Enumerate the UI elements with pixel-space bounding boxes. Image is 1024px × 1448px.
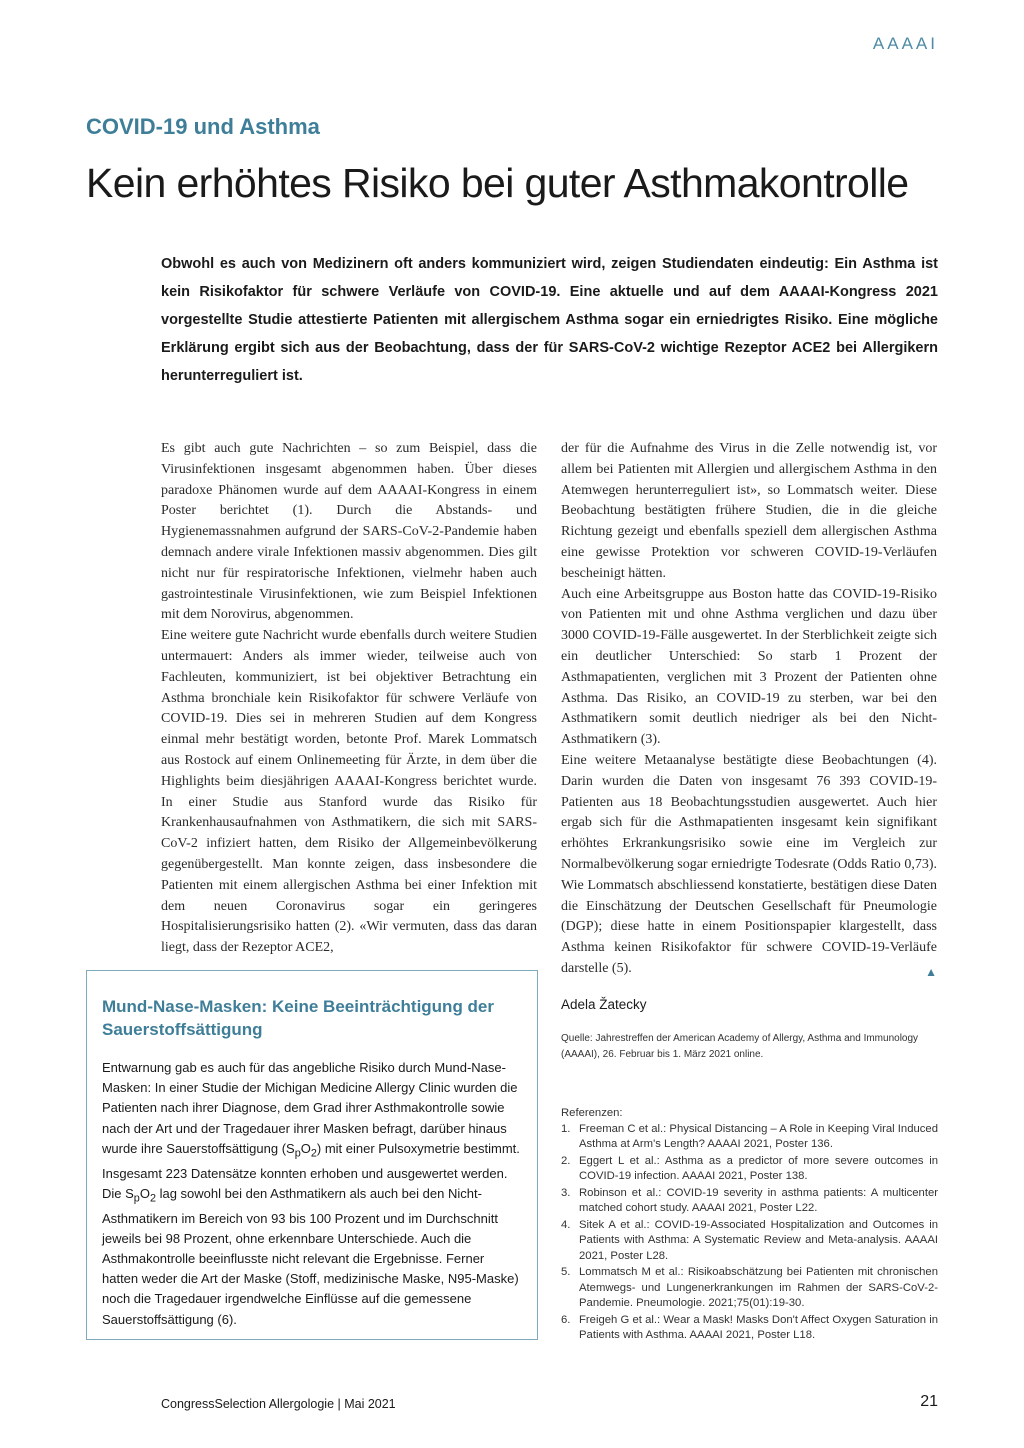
reference-item: [561, 1154, 938, 1185]
article-lead: Obwohl es auch von Medizinern oft anders kommuniziert wird, zeigen Studiendaten eindeutig: Ein Asthma ist kein Risikofaktor für schwere Verläufe von COVID-19. Eine aktuelle und auf dem AAAAI-Kongress 2021 vorgestellte Studie attestierte Patienten mit allergischem Asthma sogar ein erniedrigtes Risiko. Eine mögliche Erklärung ergibt sich aus der Beobachtung, dass der für SARS-CoV-2 wichtige Rezeptor ACE2 bei Allergikern herunterreguliert ist.: [161, 256, 938, 384]
reference-number: 6.: [561, 1313, 571, 1326]
info-box-text-part: Entwarnung gab es auch für das angebliche Risiko durch Mund-Nase-Masken: In einer Studie der Michigan Medicine Allergy Clinic wurden die Patienten nach ihrer Diagnose, dem Grad ihrer Asthmakontrolle sowie nach der Art und der Tragedauer ihrer Masken befragt, darüber hinaus wurde ihre Sauerstoffsättigung (S: [102, 1060, 518, 1156]
reference-text: Freigeh G et al.: Wear a Mask! Masks Don't Affect Oxygen Saturation in Patients with Asthma. AAAAI 2021, Poster L18.: [579, 1313, 938, 1341]
reference-number: 1.: [561, 1122, 571, 1135]
references: [561, 1106, 938, 1345]
body-column-right: [561, 439, 937, 983]
reference-item: [561, 1186, 938, 1217]
source-note: Quelle: Jahrestreffen der American Academy of Allergy, Asthma and Immunology (AAAAI), 26. Februar bis 1. März 2021 online.: [561, 1033, 919, 1060]
brand-label: AAAAI: [872, 34, 938, 53]
reference-text: Robinson et al.: COVID-19 severity in asthma patients: A multicenter matched cohort study. AAAAI 2021, Poster L22.: [579, 1186, 938, 1214]
reference-item: [561, 1122, 938, 1153]
subscript-p: p: [133, 1192, 140, 1205]
body-paragraph: [561, 751, 937, 980]
reference-number: 5.: [561, 1266, 571, 1278]
subscript-2: 2: [149, 1192, 156, 1205]
o-letter: O: [300, 1140, 311, 1156]
reference-item: [561, 1313, 938, 1344]
info-box-text-part: ) mit einer Pulsoxymetrie bestimmt. Insgesamt 223 Datensätze konnten erhoben und ausgewertet werden. Die S: [102, 1140, 520, 1201]
reference-text: Sitek A et al.: COVID-19-Associated Hospitalization and Outcomes in Patients with Asthma: A Systematic Review and Meta-analysis. AAAAI 2021, Poster L28.: [579, 1218, 938, 1262]
info-box-text: [102, 1058, 522, 1330]
article-title: Kein erhöhtes Risiko bei guter Asthmakontrolle: [86, 160, 909, 206]
reference-item: [561, 1265, 938, 1312]
reference-item: [561, 1218, 938, 1265]
footer-journal: CongressSelection Allergologie | Mai 2021: [161, 1397, 396, 1411]
reference-text: Lommatsch M et al.: Risikoabschätzung bei Patienten mit chronischen Atemwegs- und Lungenerkrankungen im Rahmen der SARS-CoV-2-Pandemie. Pneumologie. 2021;75(01):19-30.: [579, 1266, 938, 1309]
article-kicker: COVID-19 und Asthma: [86, 114, 320, 139]
reference-number: 3.: [561, 1186, 571, 1199]
page-number: 21: [920, 1393, 938, 1410]
body-paragraph-text: Eine weitere Metaanalyse bestätigte diese Beobachtungen (4). Darin wurden die Daten von insgesamt 76 393 COVID-19-Patienten aus 18 Beobachtungsstudien ausgewertet. Auch hier ergab sich für die Asthmapatienten insgesamt kein signifikant erhöhtes Erkrankungsrisiko sowie eine im Vergleich zur Normalbevölkerung sogar erniedrigte Todesrate (Odds Ratio 0,73). Wie Lommatsch abschliessend konstatierte, bestätigen diese Daten die Einschätzung der Deutschen Gesellschaft für Pneumologie (DGP); diese hatte in einem Positionspapier klargestellt, dass Asthma keinen Risikofaktor für schwere COVID-19-Verläufe darstelle (5).: [561, 752, 937, 976]
info-box: [86, 970, 538, 1340]
subscript-2: 2: [310, 1147, 317, 1160]
info-box-text-part: lag sowohl bei den Asthmatikern als auch bei den Nicht-Asthmatikern im Bereich von 93 bis 100 Prozent und im Durchschnitt jeweils bei 98 Prozent, ohne erkennbare Unterschiede. Auch die Asthmakontrolle beeinflusste nicht relevant die Ergebnisse. Ferner hatten weder die Art der Maske (Stoff, medizinische Maske, N95-Maske) noch die Tragedauer irgendwelche Einflüsse auf die gemessene Sauerstoffsättigung (6).: [102, 1185, 519, 1327]
reference-text: Freeman C et al.: Physical Distancing – A Role in Keeping Viral Induced Asthma at Arm's Length? AAAAI 2021, Poster 136.: [579, 1122, 938, 1150]
reference-number: 2.: [561, 1154, 571, 1167]
body-paragraph: der für die Aufnahme des Virus in die Zelle notwendig ist, vor allem bei Patienten mit Allergien und allergischem Asthma in den Atemwegen herunterreguliert ist», so Lommatsch weiter. Diese Beobachtung bestätigten frühere Studien, die in die gleiche Richtung gezeigt und ebenfalls speziell dem allergischen Asthma eine gewisse Protektion vor schweren COVID-19-Verläufen bescheinigt hätten.: [561, 441, 937, 581]
reference-number: 4.: [561, 1218, 571, 1231]
body-column-left: [161, 439, 537, 959]
reference-text: Eggert L et al.: Asthma as a predictor of more severe outcomes in COVID-19 infection. AAAAI 2021, Poster 138.: [579, 1154, 938, 1182]
body-paragraph: Eine weitere gute Nachricht wurde ebenfalls durch weitere Studien untermauert: Anders als immer wieder, teilweise auch von Fachleuten, kommuniziert, ist bei objektiver Betrachtung ein Asthma bronchiale kein Risikofaktor für schwere Verläufe von COVID-19. Dies sei in mehreren Studien auf dem Kongress einmal mehr bestätigt worden, betonte Prof. Marek Lommatsch aus Rostock auf einem Onlinemeeting für Ärzte, in dem über die Highlights beim diesjährigen AAAAI-Kongress berichtet wurde. In einer Studie aus Stanford wurde das Risiko für Krankenhausaufnahmen von Asthmatikern, die sich mit SARS-CoV-2 infiziert hatten, dem Risiko der Allgemeinbevölkerung gegenübergestellt. Man konnte zeigen, dass insbesondere die Patienten mit einem allergischen Asthma bei einer Infektion mit dem neuen Coronavirus sogar ein geringeres Hospitalisierungsrisiko hatten (2). «Wir vermuten, dass das daran liegt, dass der Rezeptor ACE2,: [161, 628, 537, 956]
subscript-p: p: [294, 1147, 301, 1160]
body-paragraph: Auch eine Arbeitsgruppe aus Boston hatte das COVID-19-Risiko von Patienten mit und ohne Asthma verglichen und dazu über 3000 COVID-19-Fälle ausgewertet. In der Sterblichkeit zeigte sich ein deutlicher Unterschied: So starb 1 Prozent der Asthmapatienten, verglichen mit 3 Prozent der Patienten ohne Asthma. Das Risiko, an COVID-19 zu sterben, war bei den Asthmatikern somit deutlich niedriger als bei den Nicht-Asthmatikern (3).: [561, 586, 937, 748]
info-box-title: Mund-Nase-Masken: Keine Beeinträchtigung der Sauerstoffsättigung: [102, 997, 495, 1039]
references-heading: Referenzen:: [561, 1107, 623, 1119]
o-letter: O: [139, 1185, 150, 1201]
body-paragraph: Es gibt auch gute Nachrichten – so zum Beispiel, dass die Virusinfektionen insgesamt abgenommen haben. Über dieses paradoxe Phänomen wurde auf dem AAAAI-Kongress in einem Poster berichtet (1). Durch die Abstands- und Hygienemassnahmen aufgrund der SARS-CoV-2-Pandemie haben demnach andere virale Infektionen massiv abgenommen. Dies gilt nicht nur für respiratorische Infektionen, vielmehr haben auch gastrointestinale Virusinfektionen, wie zum Beispiel Infektionen mit dem Norovirus, abgenommen.: [161, 441, 537, 623]
end-triangle-icon: ▲: [925, 964, 937, 979]
author-name: Adela Žatecky: [561, 997, 647, 1012]
